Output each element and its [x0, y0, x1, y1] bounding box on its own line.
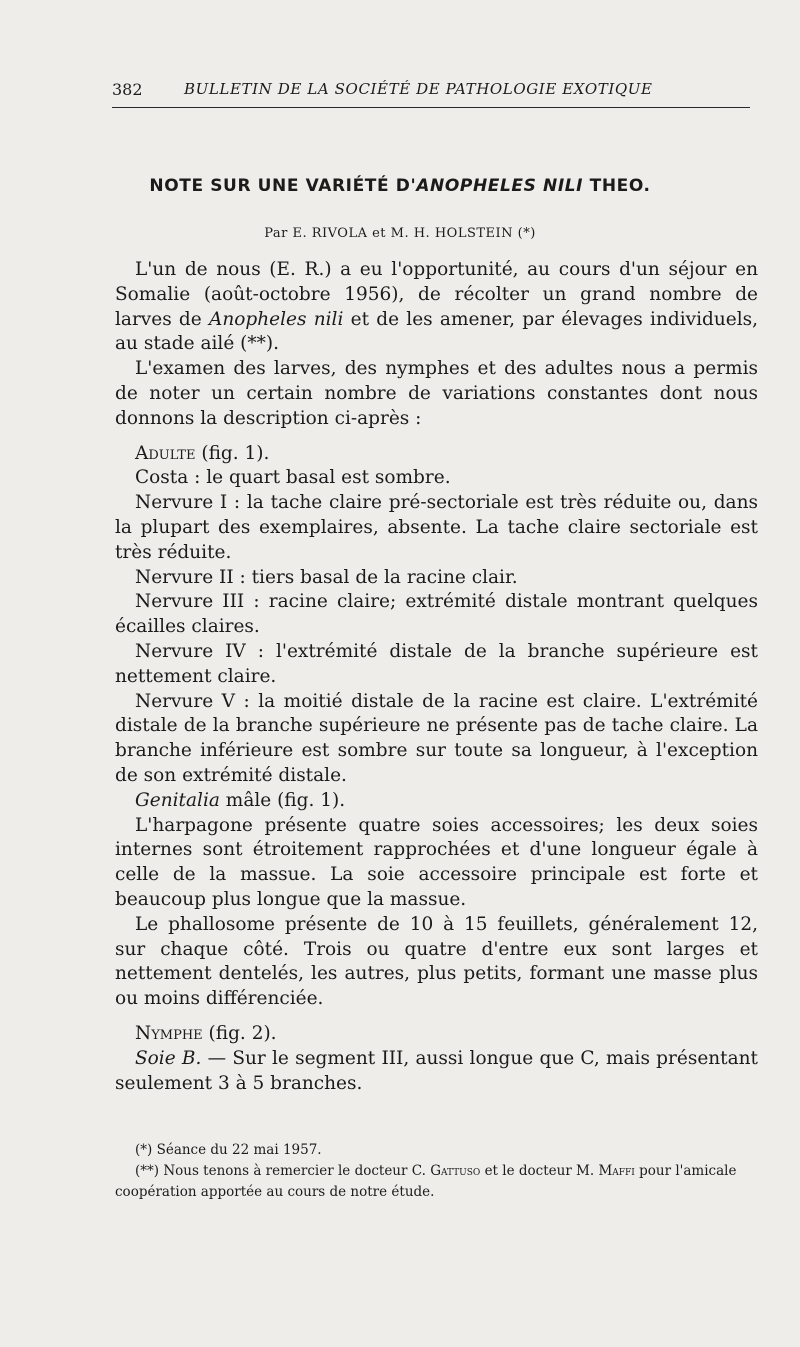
genitalia-label: Genitalia [135, 789, 220, 811]
phallosome-paragraph: Le phallosome présente de 10 à 15 feuillets, généralement 12, sur chaque côté. Trois ou quatre d'entre eux sont larges et nettement dentelés, les autres, plus petits, formant une masse plus ou moins différenciée. [115, 913, 758, 1010]
nymphe-fig-ref: (fig. 2). [202, 1022, 277, 1044]
harpagone-paragraph: L'harpagone présente quatre soies accessoires; les deux soies internes sont étroitement rapprochées et d'une longueur égale à celle de la massue. La soie accessoire principale est forte et beaucoup plus longue que la massue. [115, 814, 758, 910]
soie-paragraph [115, 1047, 758, 1097]
article-body [115, 258, 758, 1096]
footnote-2-name-1: Gattuso [430, 1163, 481, 1179]
adulte-heading [115, 442, 758, 467]
article-title [0, 176, 800, 196]
page-header [112, 80, 752, 102]
title-prefix: NOTE SUR UNE VARIÉTÉ D' [149, 176, 417, 196]
title-suffix: THEO. [583, 176, 651, 196]
nymphe-label: Nymphe [135, 1022, 203, 1044]
page-number: 382 [112, 80, 143, 99]
intro-text-a: L'un de nous (E. R.) a eu l'opportunité, au cours d'un séjour en Somalie (août-octobre 1956), de récolter un grand nombre de larves de [115, 259, 758, 330]
footnote-1: (*) Séance du 22 mai 1957. [135, 1142, 322, 1158]
intro-text-b: et de les amener, par élevages individuels, au stade ailé (**). [115, 308, 758, 355]
method-paragraph: L'examen des larves, des nymphes et des adultes nous a permis de noter un certain nombre de variations constantes dont nous donnons la description ci-après : [115, 358, 758, 429]
footnote-2-text-a: (**) Nous tenons à remercier le docteur C. [135, 1163, 431, 1179]
nervure-1-paragraph: Nervure I : la tache claire pré-sectoriale est très réduite ou, dans la plupart des exemplaires, absente. La tache claire sectoriale est très réduite. [115, 492, 758, 563]
intro-paragraph [115, 258, 758, 357]
genitalia-fig-ref: mâle (fig. 1). [219, 789, 346, 811]
article-authors: Par E. RIVOLA et M. H. HOLSTEIN (*) [264, 226, 536, 241]
nervure-4-paragraph: Nervure IV : l'extrémité distale de la branche supérieure est nettement claire. [115, 640, 758, 687]
adulte-label: Adulte [135, 442, 196, 464]
intro-species: Anopheles nili [208, 308, 344, 330]
nymphe-heading [115, 1022, 758, 1047]
footnote-2-text-b: et le docteur M. [480, 1163, 599, 1179]
running-title: BULLETIN DE LA SOCIÉTÉ DE PATHOLOGIE EXOTIQUE [184, 80, 653, 98]
soie-label: Soie B. [135, 1047, 202, 1069]
title-species: ANOPHELES NILI [416, 176, 584, 196]
footnote-2-text-c: pour l'amicale coopération apportée au cours de notre étude. [115, 1163, 737, 1200]
footnote-2 [115, 1161, 765, 1203]
nervure-3-paragraph: Nervure III : racine claire; extrémité distale montrant quelques écailles claires. [115, 591, 758, 638]
footnotes [115, 1140, 765, 1203]
nervure-2-paragraph: Nervure II : tiers basal de la racine clair. [135, 566, 518, 588]
genitalia-heading [115, 789, 758, 814]
header-rule [112, 107, 750, 108]
costa-paragraph: Costa : le quart basal est sombre. [135, 467, 451, 489]
adulte-fig-ref: (fig. 1). [195, 442, 270, 464]
footnote-2-name-2: Maffi [598, 1163, 635, 1179]
soie-text: — Sur le segment III, aussi longue que C, mais présentant seulement 3 à 5 branches. [115, 1047, 758, 1094]
nervure-5-paragraph: Nervure V : la moitié distale de la racine est claire. L'extrémité distale de la branche supérieure ne présente pas de tache claire. La branche inférieure est sombre sur toute sa longueur, à l'exception de son extrémité distale. [115, 690, 758, 786]
